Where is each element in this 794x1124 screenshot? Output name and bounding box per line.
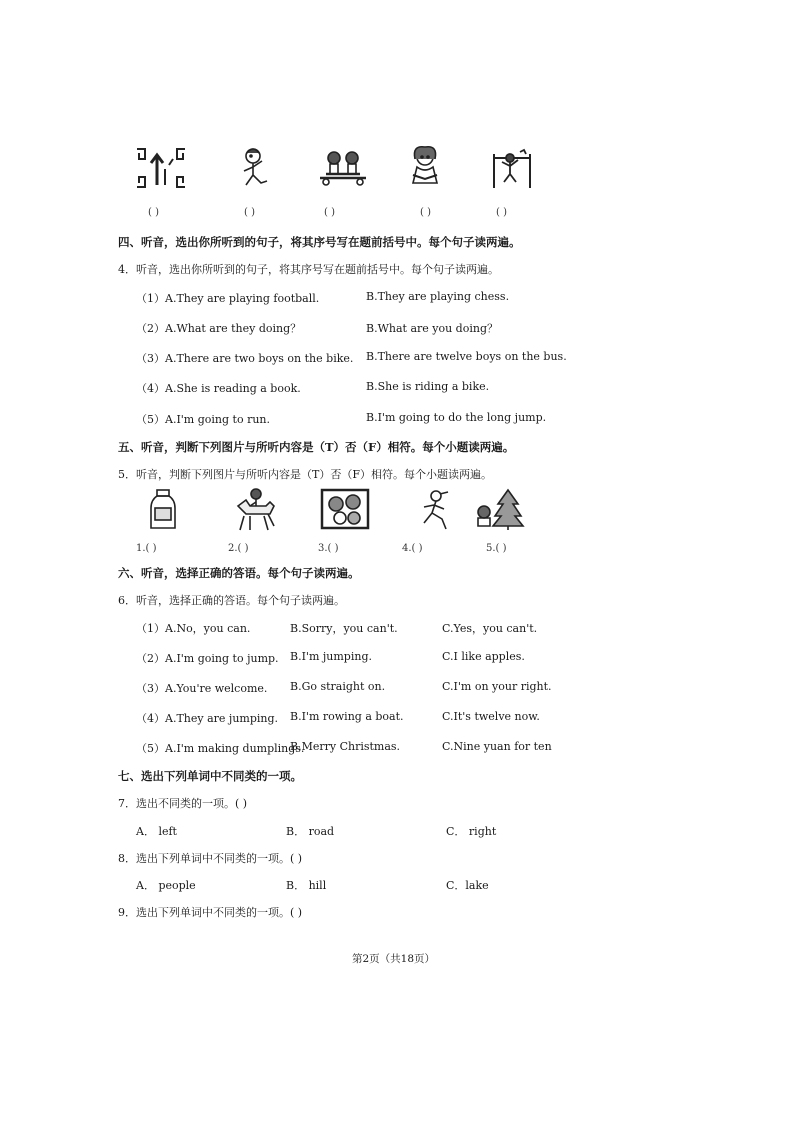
running-track-icon (135, 145, 187, 191)
q5-label-5[interactable]: 5.( ) (486, 543, 507, 554)
picture-bracket-5[interactable]: ( ) (496, 207, 507, 218)
q6-item-4-option-a[interactable]: （4）A.They are jumping. (136, 712, 279, 725)
q4-item-3-option-a[interactable]: （3）A.There are two boys on the bike. (136, 352, 354, 365)
q6-item-4-option-b[interactable]: B.I'm rowing a boat. (290, 710, 404, 723)
q4-item-3-option-b[interactable]: B.There are twelve boys on the bus. (366, 350, 567, 363)
q5-label-3[interactable]: 3.( ) (318, 543, 339, 554)
section-5-heading: 五、听音，判断下列图片与所听内容是（T）否（F）相符。每个小题读两遍。 (118, 440, 515, 454)
question-8: 8．选出下列单词中不同类的一项。( ) (118, 852, 303, 865)
q6-item-3-option-b[interactable]: B.Go straight on. (290, 680, 386, 693)
q4-item-4-option-b[interactable]: B.She is riding a bike. (366, 380, 490, 393)
question-7: 7．选出不同类的一项。( ) (118, 797, 248, 810)
q6-item-1-option-b[interactable]: B.Sorry，you can't. (290, 622, 398, 635)
milk-bottle-icon (148, 488, 178, 532)
q4-item-1-option-b[interactable]: B.They are playing chess. (366, 290, 510, 303)
q6-item-3-option-a[interactable]: （3）A.You're welcome. (136, 682, 268, 695)
q4-item-5-option-a[interactable]: （5）A.I'm going to run. (136, 413, 271, 426)
q4-item-5-option-b[interactable]: B.I'm going to do the long jump. (366, 411, 547, 424)
section-4-heading: 四、听音，选出你所听到的句子，将其序号写在题前括号中。每个句子读两遍。 (118, 235, 521, 249)
q6-item-4-option-c[interactable]: C.It's twelve now. (442, 710, 540, 723)
boy-riding-horse-icon (232, 486, 278, 534)
q6-item-3-option-c[interactable]: C.I'm on your right. (442, 680, 552, 693)
long-jump-icon (490, 146, 534, 190)
q4-item-2-option-b[interactable]: B.What are you doing？ (366, 322, 498, 335)
girl-reading-icon (405, 145, 445, 191)
picture-bracket-4[interactable]: ( ) (420, 207, 431, 218)
question-5: 5．听音，判断下列图片与所听内容是（T）否（F）相符。每个小题读两遍。 (118, 468, 492, 481)
question-9: 9．选出下列单词中不同类的一项。( ) (118, 906, 303, 919)
q5-label-1[interactable]: 1.( ) (136, 543, 157, 554)
picture-bracket-2[interactable]: ( ) (244, 207, 255, 218)
q6-item-1-option-a[interactable]: （1）A.No，you can. (136, 622, 251, 635)
q4-item-1-option-a[interactable]: （1）A.They are playing football. (136, 292, 320, 305)
q6-item-1-option-c[interactable]: C.Yes，you can't. (442, 622, 538, 635)
picture-bracket-3[interactable]: ( ) (324, 207, 335, 218)
q4-item-4-option-a[interactable]: （4）A.She is reading a book. (136, 382, 301, 395)
girl-running-icon (414, 488, 454, 532)
framed-animals-icon (320, 488, 370, 530)
q6-item-5-option-c[interactable]: C.Nine yuan for ten (442, 740, 552, 753)
section-7-heading: 七、选出下列单词中不同类的一项。 (118, 769, 302, 783)
q8-option-b[interactable]: B． hill (286, 879, 327, 892)
kids-on-bike-icon (318, 148, 368, 188)
q8-option-c[interactable]: C．lake (446, 879, 489, 892)
q6-item-5-option-b[interactable]: B.Merry Christmas. (290, 740, 401, 753)
section-6-heading: 六、听音，选择正确的答语。每个句子读两遍。 (118, 566, 360, 580)
christmas-tree-icon (474, 488, 526, 530)
q7-option-c[interactable]: C． right (446, 825, 497, 838)
q7-option-b[interactable]: B． road (286, 825, 335, 838)
picture-bracket-1[interactable]: ( ) (148, 207, 159, 218)
q6-item-2-option-b[interactable]: B.I'm jumping. (290, 650, 372, 663)
boy-running-icon (237, 146, 273, 190)
question-6: 6．听音，选择正确的答语。每个句子读两遍。 (118, 594, 345, 607)
q5-label-4[interactable]: 4.( ) (402, 543, 423, 554)
page-number: 第2页（共18页） (352, 953, 436, 965)
q6-item-2-option-a[interactable]: （2）A.I'm going to jump. (136, 652, 279, 665)
question-4: 4．听音，选出你所听到的句子，将其序号写在题前括号中。每个句子读两遍。 (118, 263, 499, 276)
q5-label-2[interactable]: 2.( ) (228, 543, 249, 554)
q7-option-a[interactable]: A． left (136, 825, 177, 838)
q6-item-5-option-a[interactable]: （5）A.I'm making dumplings. (136, 742, 305, 755)
q6-item-2-option-c[interactable]: C.I like apples. (442, 650, 525, 663)
q4-item-2-option-a[interactable]: （2）A.What are they doing？ (136, 322, 302, 335)
q8-option-a[interactable]: A． people (136, 879, 196, 892)
